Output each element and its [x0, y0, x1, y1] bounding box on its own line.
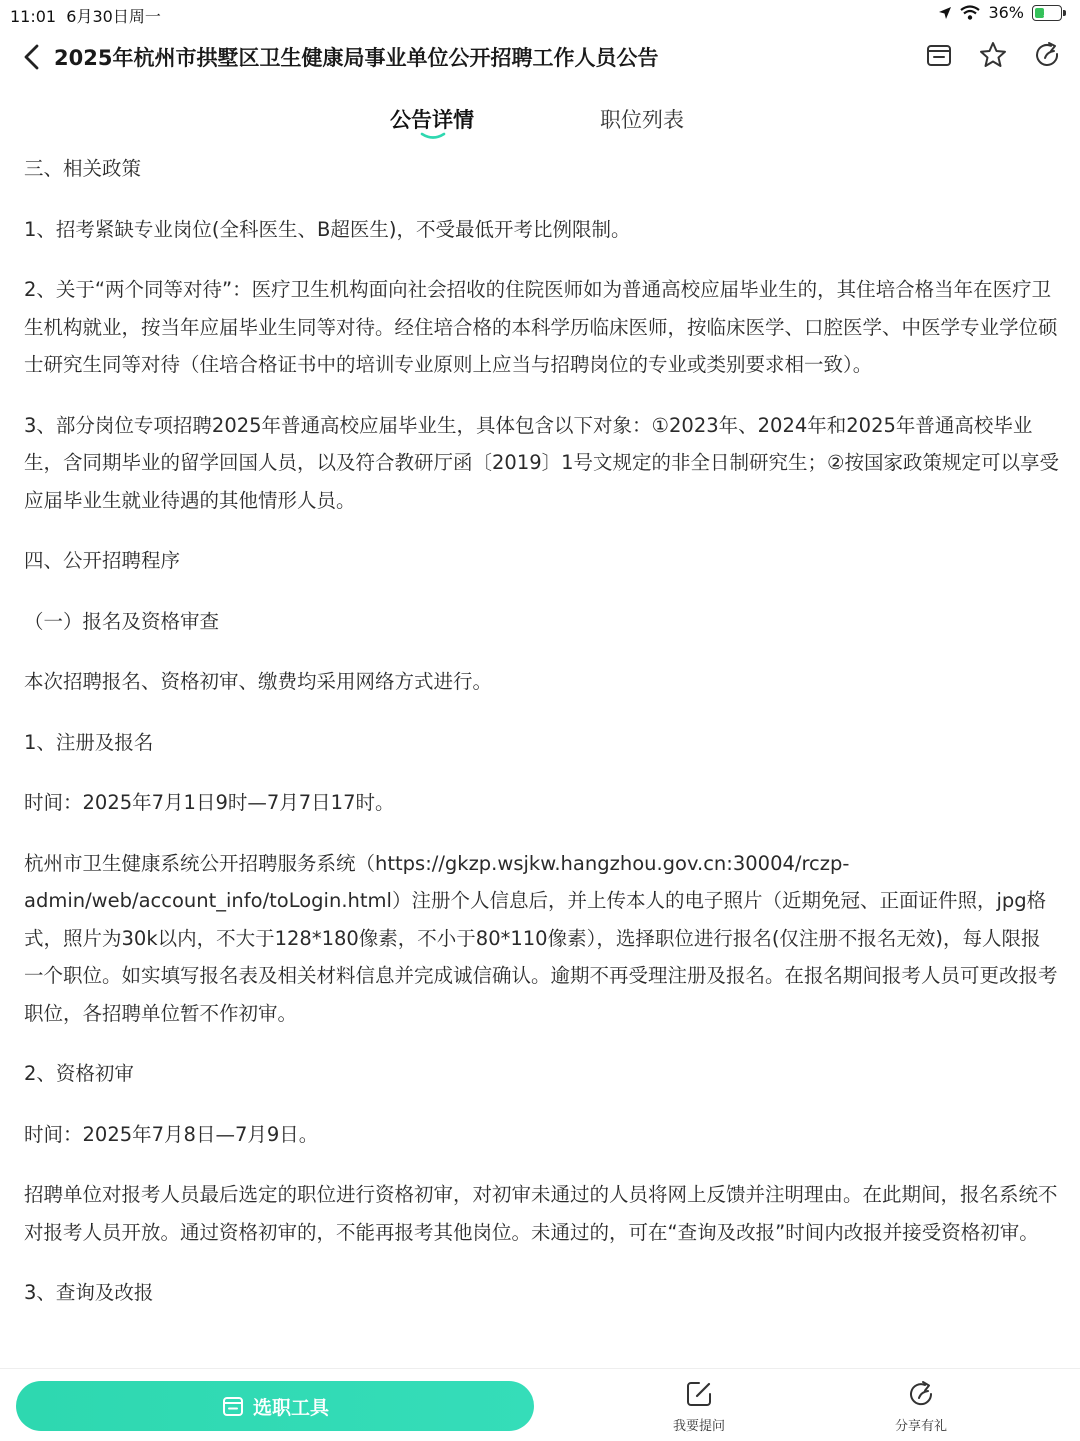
- location-icon: [938, 6, 952, 20]
- page-title: 2025年杭州市拱墅区卫生健康局事业单位公开招聘工作人员公告: [54, 46, 659, 70]
- ask-question-label: 我要提问: [672, 1419, 725, 1434]
- header-actions: [924, 40, 1062, 70]
- content-paragraph: 3、部分岗位专项招聘2025年普通高校应届毕业生，具体包含以下对象：①2023年、2024年和2025年普通高校毕业生，含同期毕业的留学回国人员，以及符合教研厅函〔2019〕1号文规定的非全日制研究生；②按国家政策规定可以享受应届毕业生就业待遇的其他情形人员。: [24, 413, 1060, 512]
- announcement-content: [24, 150, 1060, 1368]
- content-paragraph: 3、查询及改报: [24, 1281, 154, 1304]
- job-tool-label: 选职工具: [252, 1396, 329, 1419]
- status-time: [10, 4, 161, 27]
- job-tool-icon: [221, 1394, 245, 1418]
- content-paragraph: 本次招聘报名、资格初审、缴费均采用网络方式进行。: [24, 670, 493, 693]
- content-paragraph: 1、招考紧缺专业岗位(全科医生、B超医生)，不受最低开考比例限制。: [24, 217, 631, 241]
- share-gift-label: 分享有礼: [894, 1419, 947, 1434]
- job-selection-tool-button[interactable]: [16, 1381, 534, 1431]
- content-paragraph: 杭州市卫生健康系统公开招聘服务系统（https://gkzp.wsjkw.hangzhou.gov.cn:30004/rczp-admin/web/account_info/toLogin.html）注册个人信息后，并上传本人的电子照片（近期免冠、正面证件照，jpg格式，照片为30k以内，不大于128*180像素，不小于80*110像素），选择职位进行报名(仅注册不报名无效)，每人限报一个职位。如实填写报名表及相关材料信息并完成诚信确认。逾期不再受理注册及报名。在报名期间报考人员可更改报考职位，各招聘单位暂不作初审。: [24, 851, 1058, 1025]
- share-icon[interactable]: [1032, 40, 1062, 70]
- battery-percent: 36%: [988, 3, 1024, 22]
- content-paragraph: 2、资格初审: [24, 1062, 134, 1085]
- status-right: [938, 3, 1066, 22]
- bottom-action-bar: [0, 1368, 1080, 1441]
- status-bar: [0, 0, 1080, 28]
- share-gift-button[interactable]: [876, 1379, 966, 1434]
- content-paragraph: 四、公开招聘程序: [24, 549, 181, 572]
- tab-announcement-details[interactable]: 公告详情: [390, 108, 474, 132]
- content-paragraph: 三、相关政策: [24, 157, 142, 180]
- time-text: 11:01: [10, 7, 57, 26]
- tab-bar: [0, 100, 1080, 144]
- content-paragraph: 时间：2025年7月8日—7月9日。: [24, 1122, 319, 1146]
- nav-header: [0, 30, 1080, 86]
- battery-icon: ⚡: [1032, 5, 1066, 21]
- content-paragraph: （一）报名及资格审查: [24, 609, 220, 633]
- folder-icon[interactable]: [924, 40, 954, 70]
- star-icon[interactable]: [978, 40, 1008, 70]
- share-refresh-icon: [906, 1379, 936, 1409]
- active-tab-indicator: [420, 132, 446, 140]
- date-text: 6月30日周一: [66, 7, 161, 26]
- edit-icon: [684, 1379, 714, 1409]
- content-paragraph: 招聘单位对报考人员最后选定的职位进行资格初审，对初审未通过的人员将网上反馈并注明理由。在此期间，报名系统不对报考人员开放。通过资格初审的，不能再报考其他岗位。未通过的，可在“查询及改报”时间内改报并接受资格初审。: [24, 1183, 1058, 1244]
- ask-question-button[interactable]: [654, 1379, 744, 1434]
- content-paragraph: 2、关于“两个同等对待”：医疗卫生机构面向社会招收的住院医师如为普通高校应届毕业生的，其住培合格当年在医疗卫生机构就业，按当年应届毕业生同等对待。经住培合格的本科学历临床医师，按临床医学、口腔医学、中医学专业学位硕士研究生同等对待（住培合格证书中的培训专业原则上应当与招聘岗位的专业或类别要求相一致）。: [24, 278, 1058, 376]
- wifi-icon: [960, 5, 980, 20]
- content-paragraph: 时间：2025年7月1日9时—7月7日17时。: [24, 791, 395, 814]
- content-paragraph: 1、注册及报名: [24, 730, 154, 754]
- back-icon[interactable]: [20, 42, 44, 72]
- tab-position-list[interactable]: 职位列表: [600, 108, 684, 132]
